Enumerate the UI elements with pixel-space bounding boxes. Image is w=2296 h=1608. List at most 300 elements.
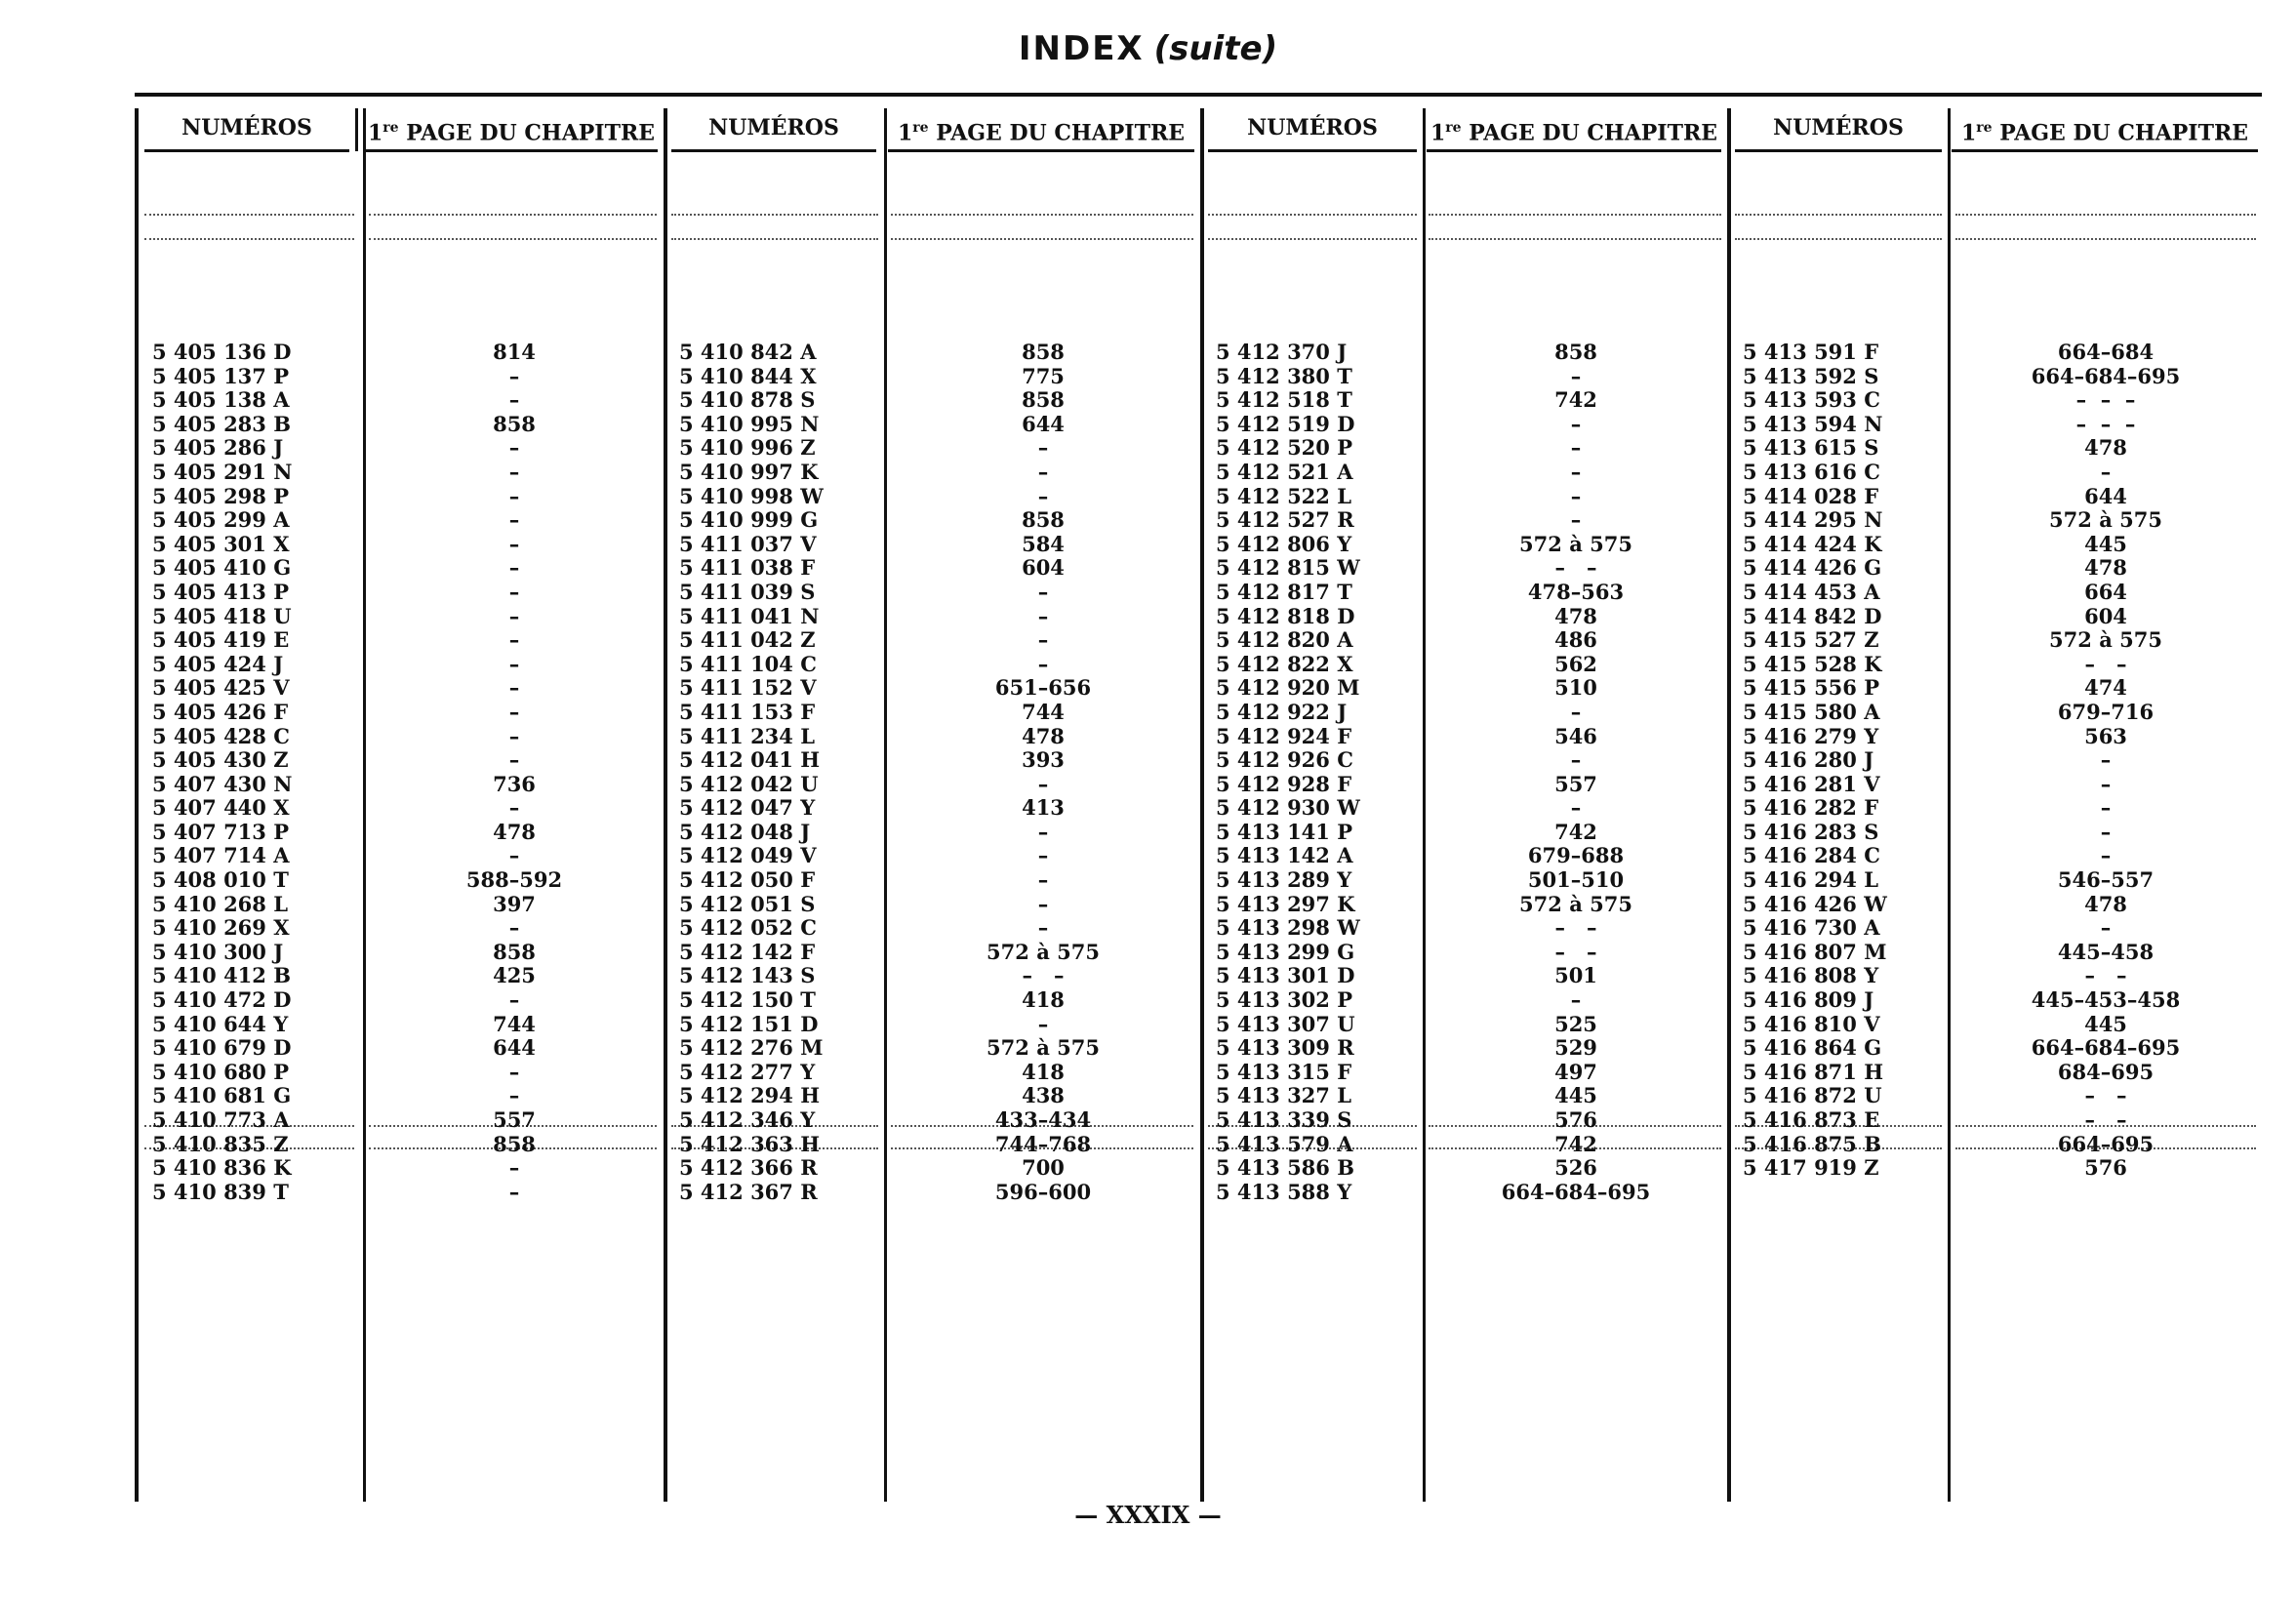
index-number: 5 413 301 D xyxy=(1216,963,1355,988)
index-number: 5 412 346 Y xyxy=(679,1107,816,1132)
column-divider xyxy=(884,108,887,1502)
chapter-page: 445 xyxy=(2084,531,2127,556)
chapter-page: 529 xyxy=(1554,1035,1597,1061)
column-divider xyxy=(363,108,366,1502)
chapter-page: 858 xyxy=(1554,340,1597,364)
chapter-page: – xyxy=(1570,435,1582,461)
chapter-page: 858 xyxy=(493,1131,536,1156)
dotted-rule xyxy=(671,214,878,216)
index-number: 5 410 844 X xyxy=(679,363,817,388)
chapter-page: – – xyxy=(2084,651,2127,676)
chapter-page: – xyxy=(508,795,520,821)
chapter-page: – xyxy=(508,363,520,388)
index-number: 5 410 412 B xyxy=(152,963,291,988)
index-number: 5 413 298 W xyxy=(1216,915,1360,941)
index-number: 5 416 807 M xyxy=(1743,939,1887,964)
index-number: 5 412 150 T xyxy=(679,987,816,1013)
chapter-page: 651–656 xyxy=(994,675,1092,701)
chapter-page: 664–684–695 xyxy=(2031,1035,2181,1061)
chapter-page: 679–688 xyxy=(1527,843,1625,868)
chapter-page: – xyxy=(2100,747,2112,773)
chapter-page: 576 xyxy=(2084,1155,2127,1181)
index-number: 5 412 042 U xyxy=(679,771,819,796)
numbers-column-4 xyxy=(1743,341,1943,1181)
chapter-page: – xyxy=(1037,651,1049,676)
header-numeros: NUMÉROS xyxy=(1735,106,1942,152)
chapter-page: 526 xyxy=(1554,1155,1597,1181)
index-number: 5 413 593 C xyxy=(1743,387,1880,413)
chapter-page: – xyxy=(508,627,520,653)
pages-column-3 xyxy=(1429,341,1723,1204)
header-numeros: NUMÉROS xyxy=(144,106,349,152)
dotted-rule xyxy=(891,214,1193,216)
chapter-page: – – – xyxy=(2075,411,2136,436)
index-number: 5 405 137 P xyxy=(152,363,290,388)
index-number: 5 413 327 L xyxy=(1216,1083,1351,1108)
dotted-rule xyxy=(1429,238,1721,240)
index-number: 5 412 926 C xyxy=(1216,747,1353,773)
chapter-page: 742 xyxy=(1554,1131,1597,1156)
index-number: 5 407 713 P xyxy=(152,819,290,844)
chapter-page: – xyxy=(1570,507,1582,533)
index-number: 5 412 366 R xyxy=(679,1155,818,1181)
chapter-page: – xyxy=(1570,747,1582,773)
chapter-page: 433–434 xyxy=(994,1107,1092,1132)
chapter-page: 858 xyxy=(493,939,536,964)
index-number: 5 416 282 F xyxy=(1743,795,1879,821)
chapter-page: 546–557 xyxy=(2057,867,2155,893)
index-number: 5 413 339 S xyxy=(1216,1107,1352,1132)
index-number: 5 405 424 J xyxy=(152,651,284,676)
chapter-page: 858 xyxy=(1022,340,1065,364)
index-number: 5 411 234 L xyxy=(679,723,815,748)
index-number: 5 412 518 T xyxy=(1216,387,1352,413)
header-page: 1re PAGE DU CHAPITRE xyxy=(888,106,1194,152)
dotted-rule xyxy=(144,214,354,216)
group-divider xyxy=(1200,108,1204,1502)
index-number: 5 413 315 F xyxy=(1216,1059,1352,1084)
index-number: 5 410 644 Y xyxy=(152,1011,289,1036)
index-number: 5 412 527 R xyxy=(1216,507,1354,533)
chapter-page: 418 xyxy=(1022,987,1065,1013)
chapter-page: – xyxy=(508,507,520,533)
chapter-page: 596–600 xyxy=(994,1179,1092,1204)
index-number: 5 410 679 D xyxy=(152,1035,292,1061)
index-number: 5 405 301 X xyxy=(152,531,290,556)
chapter-page: – – xyxy=(2084,1107,2127,1132)
title-suite: (suite) xyxy=(1153,29,1278,68)
index-number: 5 414 842 D xyxy=(1743,603,1882,628)
header-page: 1re PAGE DU CHAPITRE xyxy=(1427,106,1721,152)
index-number: 5 410 300 J xyxy=(152,939,284,964)
page-title xyxy=(0,29,2296,68)
chapter-page: 742 xyxy=(1554,819,1597,844)
index-number: 5 416 872 U xyxy=(1743,1083,1882,1108)
group-divider xyxy=(664,108,667,1502)
dotted-rule xyxy=(1208,214,1417,216)
index-number: 5 412 818 D xyxy=(1216,603,1355,628)
index-table xyxy=(135,93,2262,1502)
chapter-page: 679–716 xyxy=(2057,699,2155,724)
dotted-rule xyxy=(369,238,657,240)
index-number: 5 415 528 K xyxy=(1743,651,1882,676)
page-number-footer: — XXXIX — xyxy=(1074,1501,1222,1529)
chapter-page: 664–684–695 xyxy=(2031,363,2181,388)
index-number: 5 417 919 Z xyxy=(1743,1155,1879,1181)
header-divider xyxy=(355,108,358,151)
chapter-page: 563 xyxy=(2084,723,2127,748)
index-number: 5 412 521 A xyxy=(1216,459,1353,484)
chapter-page: 445 xyxy=(1554,1083,1597,1108)
index-number: 5 415 580 A xyxy=(1743,699,1880,724)
index-number: 5 411 041 N xyxy=(679,603,820,628)
chapter-page: – xyxy=(508,483,520,508)
chapter-page: 546 xyxy=(1554,723,1597,748)
chapter-page: – xyxy=(1570,459,1582,484)
index-number: 5 410 996 Z xyxy=(679,435,816,461)
index-number: 5 407 430 N xyxy=(152,771,293,796)
dotted-rule xyxy=(1735,214,1942,216)
chapter-page: 425 xyxy=(493,963,536,988)
index-number: 5 416 875 B xyxy=(1743,1131,1881,1156)
chapter-page: 478 xyxy=(2084,555,2127,581)
chapter-page: 584 xyxy=(1022,531,1065,556)
index-number: 5 414 028 F xyxy=(1743,483,1879,508)
title-main: INDEX xyxy=(1018,29,1145,68)
index-number: 5 405 298 P xyxy=(152,483,290,508)
chapter-page: – xyxy=(1570,987,1582,1013)
index-number: 5 412 370 J xyxy=(1216,340,1348,364)
index-number: 5 413 141 P xyxy=(1216,819,1353,844)
chapter-page: – xyxy=(508,603,520,628)
index-number: 5 411 042 Z xyxy=(679,627,816,653)
chapter-page: – xyxy=(1037,627,1049,653)
index-number: 5 416 284 C xyxy=(1743,843,1880,868)
index-number: 5 407 440 X xyxy=(152,795,290,821)
chapter-page: – xyxy=(1037,771,1049,796)
index-number: 5 405 425 V xyxy=(152,675,290,701)
dotted-rule xyxy=(1955,214,2256,216)
chapter-page: 858 xyxy=(1022,507,1065,533)
index-number: 5 416 730 A xyxy=(1743,915,1880,941)
index-number: 5 410 472 D xyxy=(152,987,292,1013)
index-number: 5 412 922 J xyxy=(1216,699,1348,724)
index-number: 5 413 307 U xyxy=(1216,1011,1355,1036)
chapter-page: – xyxy=(508,459,520,484)
index-number: 5 411 038 F xyxy=(679,555,816,581)
chapter-page: 445–453–458 xyxy=(2031,987,2181,1013)
chapter-page: 445 xyxy=(2084,1011,2127,1036)
index-number: 5 412 928 F xyxy=(1216,771,1352,796)
chapter-page: – xyxy=(1037,819,1049,844)
pages-column-4 xyxy=(1954,341,2258,1181)
chapter-page: 744 xyxy=(493,1011,536,1036)
chapter-page: – xyxy=(508,531,520,556)
chapter-page: 572 à 575 xyxy=(1519,531,1632,556)
index-number: 5 405 413 P xyxy=(152,579,290,604)
chapter-page: 644 xyxy=(2084,483,2127,508)
chapter-page: – xyxy=(508,747,520,773)
chapter-page: – xyxy=(1037,435,1049,461)
chapter-page: – xyxy=(1570,363,1582,388)
dotted-rule xyxy=(1429,214,1721,216)
chapter-page: – xyxy=(508,1059,520,1084)
chapter-page: – – xyxy=(1022,963,1065,988)
index-number: 5 405 291 N xyxy=(152,459,293,484)
header-numeros: NUMÉROS xyxy=(671,106,876,152)
chapter-page: – xyxy=(1570,411,1582,436)
index-number: 5 410 680 P xyxy=(152,1059,290,1084)
chapter-page: 858 xyxy=(493,411,536,436)
table-border-left xyxy=(135,108,139,1502)
index-number: 5 416 808 Y xyxy=(1743,963,1879,988)
index-number: 5 416 279 Y xyxy=(1743,723,1879,748)
chapter-page: 497 xyxy=(1554,1059,1597,1084)
index-number: 5 416 810 V xyxy=(1743,1011,1880,1036)
index-number: 5 410 836 K xyxy=(152,1155,292,1181)
index-number: 5 412 522 L xyxy=(1216,483,1351,508)
chapter-page: – xyxy=(1037,843,1049,868)
chapter-page: – xyxy=(508,651,520,676)
index-number: 5 412 050 F xyxy=(679,867,816,893)
index-number: 5 412 051 S xyxy=(679,891,816,916)
chapter-page: 576 xyxy=(1554,1107,1597,1132)
index-number: 5 411 039 S xyxy=(679,579,816,604)
index-number: 5 411 037 V xyxy=(679,531,817,556)
chapter-page: – xyxy=(1037,483,1049,508)
index-number: 5 405 426 F xyxy=(152,699,289,724)
numbers-column-3 xyxy=(1216,341,1421,1204)
index-number: 5 410 835 Z xyxy=(152,1131,289,1156)
index-number: 5 410 268 L xyxy=(152,891,288,916)
index-number: 5 405 430 Z xyxy=(152,747,289,773)
chapter-page: – xyxy=(1570,795,1582,821)
chapter-page: – xyxy=(508,1083,520,1108)
chapter-page: – xyxy=(508,387,520,413)
index-number: 5 411 152 V xyxy=(679,675,817,701)
chapter-page: 644 xyxy=(1022,411,1065,436)
column-divider xyxy=(1948,108,1951,1502)
index-number: 5 413 586 B xyxy=(1216,1155,1354,1181)
chapter-page: 478 xyxy=(2084,891,2127,916)
index-number: 5 414 453 A xyxy=(1743,579,1880,604)
header-page: 1re PAGE DU CHAPITRE xyxy=(1952,106,2258,152)
chapter-page: 664–684–695 xyxy=(1501,1179,1651,1204)
index-number: 5 410 681 G xyxy=(152,1083,292,1108)
chapter-page: – xyxy=(1037,603,1049,628)
index-number: 5 407 714 A xyxy=(152,843,290,868)
index-number: 5 412 520 P xyxy=(1216,435,1353,461)
chapter-page: 572 à 575 xyxy=(987,939,1100,964)
chapter-page: 572 à 575 xyxy=(2049,627,2162,653)
chapter-page: 742 xyxy=(1554,387,1597,413)
index-number: 5 412 047 Y xyxy=(679,795,816,821)
chapter-page: 588–592 xyxy=(465,867,563,893)
chapter-page: – – xyxy=(1554,939,1597,964)
index-number: 5 413 289 Y xyxy=(1216,867,1352,893)
index-number: 5 412 930 W xyxy=(1216,795,1360,821)
chapter-page: 858 xyxy=(1022,387,1065,413)
chapter-page: 445–458 xyxy=(2057,939,2155,964)
index-number: 5 412 806 Y xyxy=(1216,531,1352,556)
index-number: 5 412 380 T xyxy=(1216,363,1352,388)
index-number: 5 411 153 F xyxy=(679,699,816,724)
dotted-rule xyxy=(369,214,657,216)
chapter-page: 744 xyxy=(1022,699,1065,724)
chapter-page: 486 xyxy=(1554,627,1597,653)
index-number: 5 413 594 N xyxy=(1743,411,1883,436)
chapter-page: 478 xyxy=(1554,603,1597,628)
chapter-page: 744–768 xyxy=(994,1131,1092,1156)
index-number: 5 416 294 L xyxy=(1743,867,1878,893)
index-number: 5 413 588 Y xyxy=(1216,1179,1352,1204)
chapter-page: – xyxy=(1570,483,1582,508)
index-number: 5 410 997 K xyxy=(679,459,819,484)
chapter-page: 604 xyxy=(2084,603,2127,628)
index-number: 5 412 142 F xyxy=(679,939,816,964)
index-number: 5 405 418 U xyxy=(152,603,292,628)
chapter-page: – xyxy=(1037,1011,1049,1036)
chapter-page: 510 xyxy=(1554,675,1597,701)
index-number: 5 414 424 K xyxy=(1743,531,1882,556)
header-page: 1re PAGE DU CHAPITRE xyxy=(365,106,658,152)
chapter-page: 664–684 xyxy=(2057,340,2155,364)
chapter-page: – – xyxy=(1554,555,1597,581)
index-number: 5 413 616 C xyxy=(1743,459,1880,484)
chapter-page: 438 xyxy=(1022,1083,1065,1108)
chapter-page: – xyxy=(508,555,520,581)
index-number: 5 413 579 A xyxy=(1216,1131,1353,1156)
index-number: 5 412 367 R xyxy=(679,1179,818,1204)
index-number: 5 412 041 H xyxy=(679,747,821,773)
index-number: 5 414 295 N xyxy=(1743,507,1883,533)
dotted-rule xyxy=(671,238,878,240)
chapter-page: 418 xyxy=(1022,1059,1065,1084)
chapter-page: – xyxy=(508,675,520,701)
dotted-rule xyxy=(1208,238,1417,240)
chapter-page: 478–563 xyxy=(1527,579,1625,604)
chapter-page: 478 xyxy=(1022,723,1065,748)
chapter-page: – xyxy=(2100,795,2112,821)
index-number: 5 416 871 H xyxy=(1743,1059,1884,1084)
pages-column-2 xyxy=(891,341,1195,1204)
index-number: 5 410 773 A xyxy=(152,1107,290,1132)
chapter-page: – xyxy=(508,915,520,941)
chapter-page: 393 xyxy=(1022,747,1065,773)
index-number: 5 416 281 V xyxy=(1743,771,1880,796)
dotted-rule xyxy=(144,238,354,240)
index-number: 5 413 297 K xyxy=(1216,891,1355,916)
chapter-page: 562 xyxy=(1554,651,1597,676)
chapter-page: 604 xyxy=(1022,555,1065,581)
index-number: 5 413 592 S xyxy=(1743,363,1879,388)
dotted-rule xyxy=(891,238,1193,240)
index-number: 5 413 302 P xyxy=(1216,987,1353,1013)
column-divider xyxy=(1423,108,1426,1502)
chapter-page: 474 xyxy=(2084,675,2127,701)
chapter-page: – xyxy=(1570,699,1582,724)
index-number: 5 410 269 X xyxy=(152,915,290,941)
index-number: 5 412 049 V xyxy=(679,843,817,868)
chapter-page: – xyxy=(508,843,520,868)
chapter-page: – xyxy=(2100,771,2112,796)
index-number: 5 412 277 Y xyxy=(679,1059,816,1084)
index-number: 5 413 615 S xyxy=(1743,435,1879,461)
index-number: 5 410 998 W xyxy=(679,483,824,508)
index-number: 5 410 995 N xyxy=(679,411,820,436)
index-number: 5 405 428 C xyxy=(152,723,290,748)
chapter-page: 644 xyxy=(493,1035,536,1061)
chapter-page: 501–510 xyxy=(1527,867,1625,893)
index-number: 5 405 410 G xyxy=(152,555,292,581)
index-number: 5 416 283 S xyxy=(1743,819,1879,844)
pages-column-1 xyxy=(369,341,660,1204)
numbers-column-1 xyxy=(152,341,352,1204)
chapter-page: 572 à 575 xyxy=(987,1035,1100,1061)
chapter-page: – xyxy=(1037,579,1049,604)
index-number: 5 410 878 S xyxy=(679,387,816,413)
chapter-page: – xyxy=(1037,459,1049,484)
header-numeros: NUMÉROS xyxy=(1208,106,1417,152)
dotted-rule xyxy=(1955,238,2256,240)
chapter-page: – xyxy=(2100,819,2112,844)
chapter-page: – xyxy=(2100,459,2112,484)
numbers-column-2 xyxy=(679,341,879,1204)
chapter-page: 684–695 xyxy=(2057,1059,2155,1084)
index-number: 5 412 363 H xyxy=(679,1131,821,1156)
chapter-page: – xyxy=(508,987,520,1013)
index-number: 5 412 817 T xyxy=(1216,579,1352,604)
chapter-page: – – xyxy=(2084,1083,2127,1108)
chapter-page: 501 xyxy=(1554,963,1597,988)
index-number: 5 412 151 D xyxy=(679,1011,819,1036)
chapter-page: 557 xyxy=(1554,771,1597,796)
chapter-page: 814 xyxy=(493,340,536,364)
index-number: 5 413 591 F xyxy=(1743,340,1879,364)
chapter-page: 478 xyxy=(493,819,536,844)
index-number: 5 412 820 A xyxy=(1216,627,1353,653)
chapter-page: – xyxy=(1037,891,1049,916)
index-number: 5 405 136 D xyxy=(152,340,292,364)
chapter-page: – xyxy=(508,723,520,748)
chapter-page: 736 xyxy=(493,771,536,796)
index-number: 5 412 815 W xyxy=(1216,555,1360,581)
chapter-page: 525 xyxy=(1554,1011,1597,1036)
index-number: 5 415 556 P xyxy=(1743,675,1880,701)
index-number: 5 413 142 A xyxy=(1216,843,1353,868)
index-number: 5 405 299 A xyxy=(152,507,290,533)
chapter-page: – xyxy=(1037,867,1049,893)
index-number: 5 412 519 D xyxy=(1216,411,1355,436)
index-number: 5 412 294 H xyxy=(679,1083,821,1108)
chapter-page: 572 à 575 xyxy=(1519,891,1632,916)
chapter-page: – – xyxy=(1554,915,1597,941)
index-number: 5 412 052 C xyxy=(679,915,817,941)
index-number: 5 410 842 A xyxy=(679,340,817,364)
index-number: 5 410 999 G xyxy=(679,507,819,533)
chapter-page: – xyxy=(508,1179,520,1204)
chapter-page: – – – xyxy=(2075,387,2136,413)
index-number: 5 416 809 J xyxy=(1743,987,1874,1013)
index-number: 5 415 527 Z xyxy=(1743,627,1879,653)
index-number: 5 413 299 G xyxy=(1216,939,1355,964)
index-number: 5 410 839 T xyxy=(152,1179,289,1204)
chapter-page: – xyxy=(508,435,520,461)
chapter-page: – xyxy=(1037,915,1049,941)
dotted-rule xyxy=(1735,238,1942,240)
chapter-page: 700 xyxy=(1022,1155,1065,1181)
index-number: 5 412 048 J xyxy=(679,819,811,844)
